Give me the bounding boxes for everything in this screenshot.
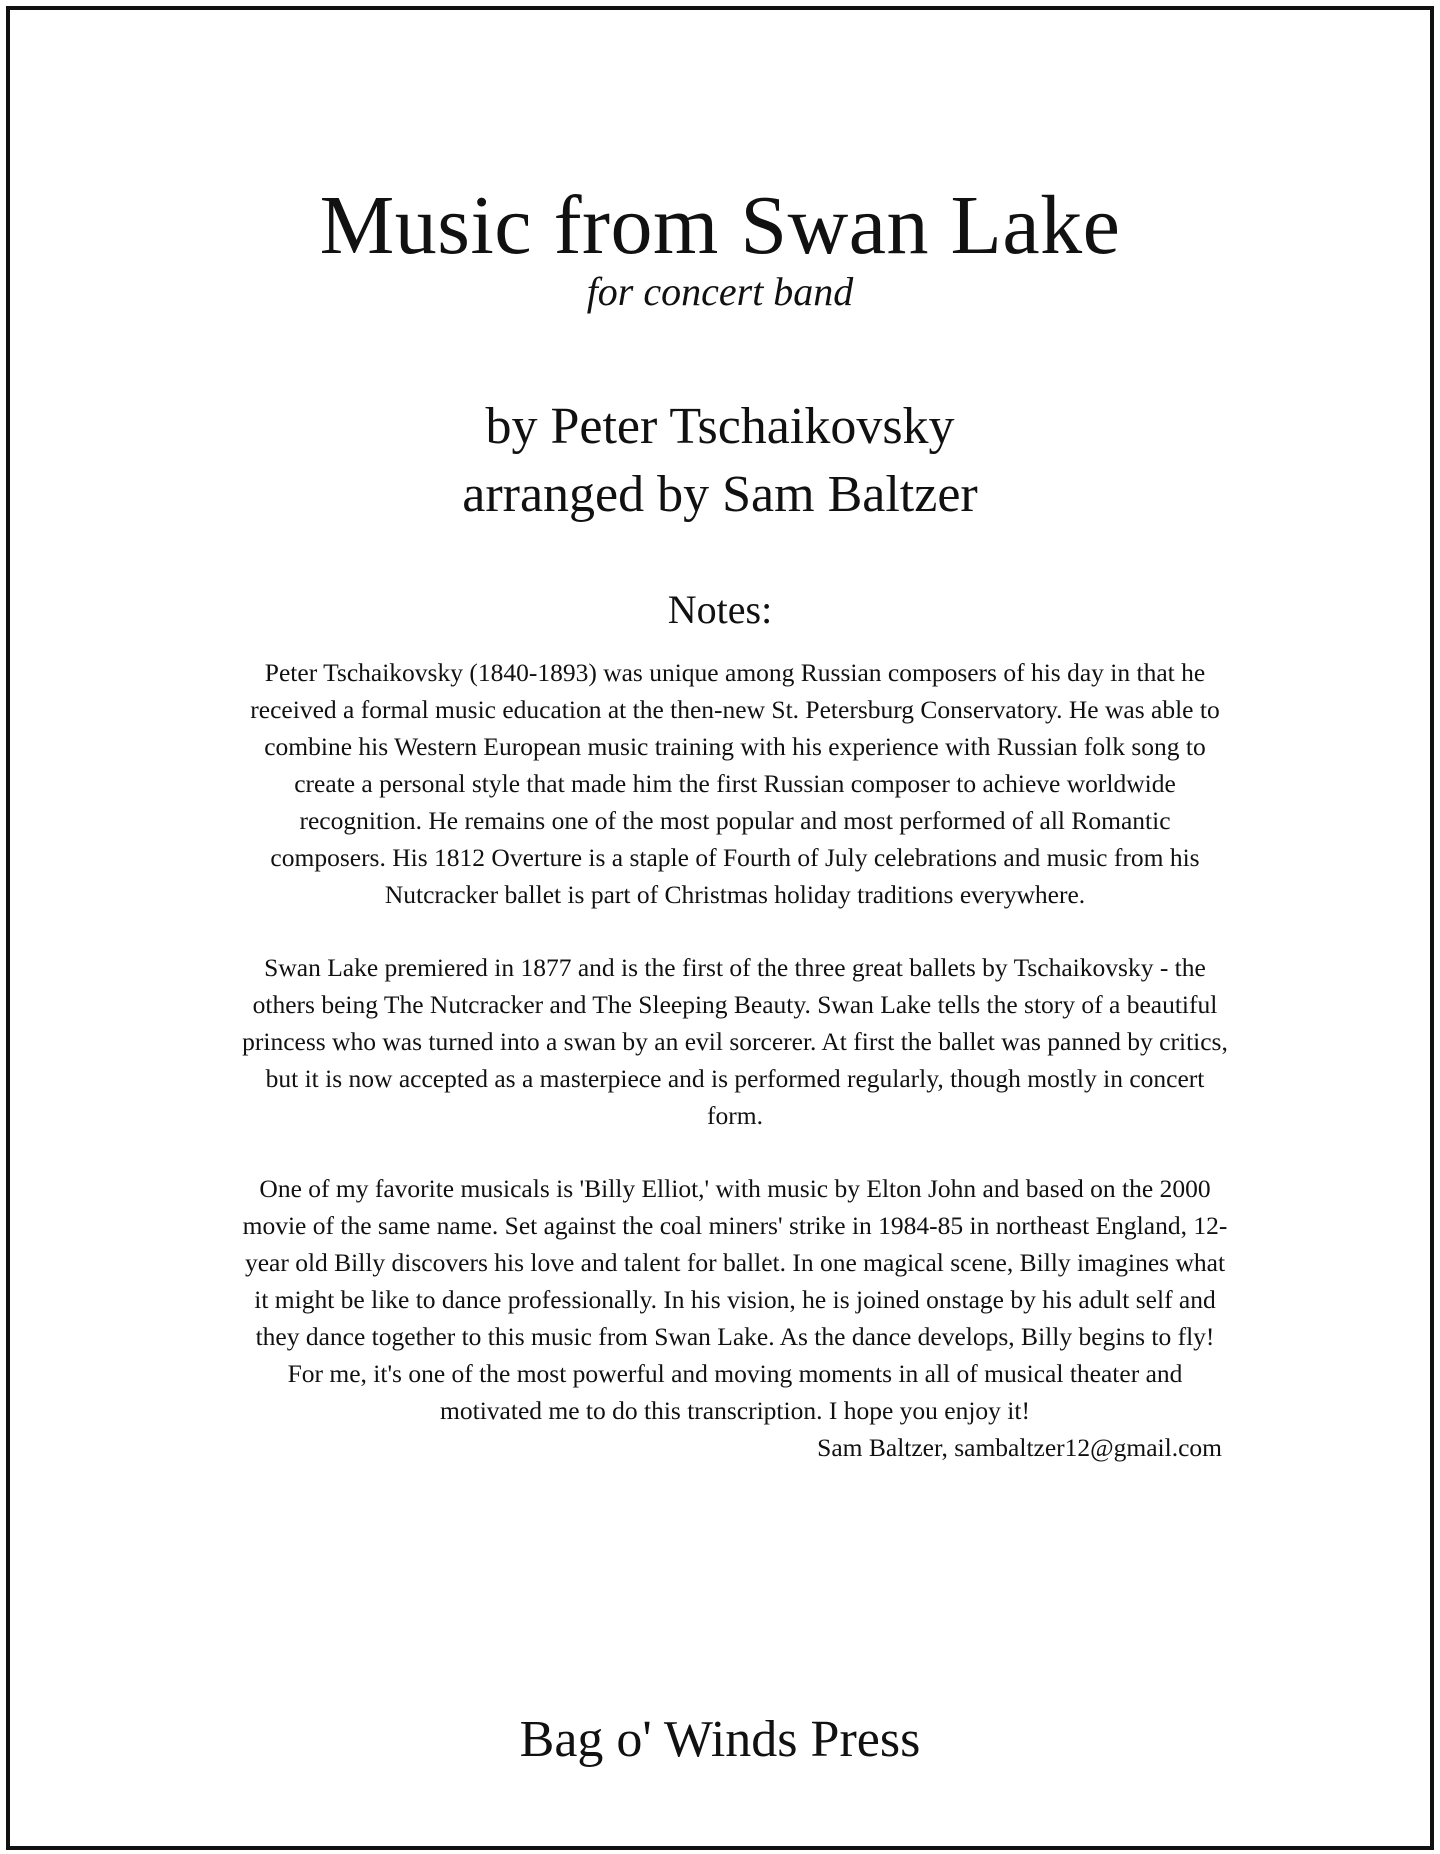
subtitle: for concert band — [586, 269, 854, 314]
notes-paragraph-billy-elliot: One of my favorite musicals is 'Billy Elliot,' with music by Elton John and based on the 2000 movie of the same name. Set against the coal miners' strike in 1984-85 in northeast England, 12-year old Billy discovers his love and talent for ballet. In one magical scene, Billy imagines what it might be like to dance professionally. In his vision, he is joined onstage by his adult self and they dance together to this music from Swan Lake. As the dance develops, Billy begins to fly! For me, it's one of the most powerful and moving moments in all of musical theater and motivated me to do this transcription. I hope you enjoy it! — [242, 1174, 1228, 1425]
composer-credit: by Peter Tschaikovsky — [485, 398, 955, 455]
score-cover-page — [6, 6, 1434, 1850]
notes-heading: Notes: — [667, 587, 773, 632]
notes-body — [242, 654, 1228, 1466]
arranger-signature: Sam Baltzer, sambaltzer12@gmail.com — [817, 1433, 1222, 1462]
arranger-credit: arranged by Sam Baltzer — [462, 466, 978, 523]
page-title: Music from Swan Lake — [319, 179, 1121, 272]
notes-paragraph-biography: Peter Tschaikovsky (1840-1893) was unique among Russian composers of his day in that he received a formal music education at the then-new St. Petersburg Conservatory. He was able to combine his Western European music training with his experience with Russian folk song to create a personal style that made him the first Russian composer to achieve worldwide recognition. He remains one of the most popular and most performed of all Romantic composers. His 1812 Overture is a staple of Fourth of July celebrations and music from his Nutcracker ballet is part of Christmas holiday traditions everywhere. — [250, 658, 1220, 909]
notes-paragraph-swan-lake: Swan Lake premiered in 1877 and is the first of the three great ballets by Tschaikovsky - the others being The Nutcracker and The Sleeping Beauty. Swan Lake tells the story of a beautiful princess who was turned into a swan by an evil sorcerer. At first the ballet was panned by critics, but it is now accepted as a masterpiece and is performed regularly, though mostly in concert form. — [242, 953, 1228, 1130]
publisher-name: Bag o' Winds Press — [519, 1711, 921, 1768]
